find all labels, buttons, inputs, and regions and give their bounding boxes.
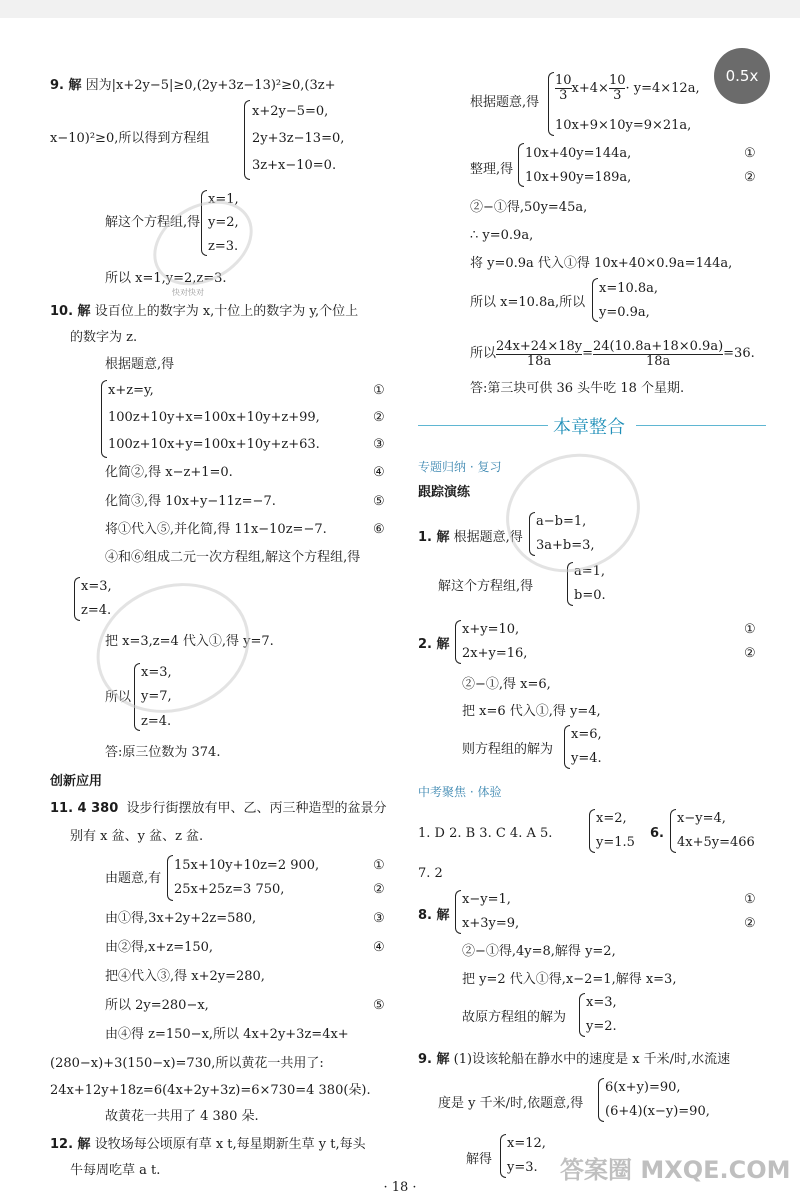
text-line: 所以 x=1,y=2,z=3. xyxy=(105,271,227,286)
brace xyxy=(589,809,595,853)
equation-marker: ② xyxy=(373,410,385,425)
equation: x−y=1, xyxy=(462,892,511,907)
equation: x−y=4, xyxy=(677,811,726,826)
brace xyxy=(548,72,554,136)
denominator: 18a xyxy=(593,354,723,369)
problem-number: 2. 解 xyxy=(418,637,450,652)
text-line: 设牧场每公顷原有草 x t,每星期新生草 y t,每头 xyxy=(94,1137,366,1152)
site-watermark: 答案圈 MXQE.COM xyxy=(560,1156,791,1184)
brace xyxy=(244,100,250,180)
equation: 10x+40y=144a, xyxy=(525,146,632,161)
text-line: (280−x)+3(150−x)=730,所以黄花一共用了: xyxy=(50,1056,324,1071)
text-line: 把④代入③,得 x+2y=280, xyxy=(105,969,265,984)
equation-part: =36. xyxy=(723,346,755,361)
section-subheading: 中考聚焦 · 体验 xyxy=(418,785,502,799)
equation: x+3y=9, xyxy=(462,916,520,931)
text-line: 解这个方程组,得 xyxy=(105,215,201,230)
equation-part: · y=4×12a, xyxy=(625,81,700,96)
equation: 2y+3z−13=0, xyxy=(252,131,345,146)
chapter-summary-title: 本章整合 xyxy=(553,417,625,438)
text-line: 所以 2y=280−x, xyxy=(105,998,209,1013)
problem-number: 12. 解 xyxy=(50,1137,91,1152)
text-line: 把 x=6 代入①,得 y=4, xyxy=(462,704,601,719)
equation: y=1.5 xyxy=(596,835,635,850)
problem-number: 11. 4 380 xyxy=(50,801,119,816)
equation-marker: ② xyxy=(744,916,756,931)
text-line: 根据题意,得 xyxy=(470,95,540,110)
problem-number: 1. 解 xyxy=(418,530,450,545)
equation-marker: ③ xyxy=(373,437,385,452)
brace xyxy=(101,380,107,458)
page-number: · 18 · xyxy=(383,1180,417,1195)
brace xyxy=(500,1134,506,1178)
equation: x=12, xyxy=(507,1136,546,1151)
equation-marker: ① xyxy=(373,383,385,398)
equation: 15x+10y+10z=2 900, xyxy=(174,858,320,873)
equation: y=2. xyxy=(586,1019,617,1034)
text-line: ②−①得,50y=45a, xyxy=(470,200,588,215)
text-line: 的数字为 z. xyxy=(70,330,138,345)
equation-part: 所以 xyxy=(470,346,497,361)
equation: x=10.8a, xyxy=(599,281,659,296)
answer-line: 7. 2 xyxy=(418,866,443,881)
equation-part: = xyxy=(582,346,594,361)
text-line: 度是 y 千米/时,依题意,得 xyxy=(438,1096,584,1111)
numerator: 10 xyxy=(555,73,572,88)
fraction-equation xyxy=(470,337,755,371)
text-line: 把 y=2 代入①得,x−2=1,解得 x=3, xyxy=(462,972,677,987)
text-line: ②−①,得 x=6, xyxy=(462,677,551,692)
equation: 3z+x−10=0. xyxy=(252,158,337,173)
equation-marker: ④ xyxy=(373,465,385,480)
equation: x+2y−5=0, xyxy=(252,104,329,119)
equation: x=3, xyxy=(141,665,172,680)
brace xyxy=(598,1078,604,1122)
equation-marker: ① xyxy=(744,146,756,161)
section-subheading: 专题归纳 · 复习 xyxy=(418,460,502,474)
equation-marker: ③ xyxy=(373,911,385,926)
text-line: 化简②,得 x−z+1=0. xyxy=(105,465,233,480)
brace xyxy=(592,278,598,322)
numerator: 10 xyxy=(608,73,626,88)
fraction-equation xyxy=(555,74,700,103)
text-line: 由②得,x+z=150, xyxy=(105,940,214,955)
text-line: 设步行街摆放有甲、乙、丙三种造型的盆景分 xyxy=(126,801,387,816)
equation: x=3, xyxy=(81,579,112,594)
equation: 100z+10x+y=100x+10y+z+63. xyxy=(108,437,320,452)
text-line: 牛每周吃草 a t. xyxy=(70,1163,161,1178)
text-line: 故黄花一共用了 4 380 朵. xyxy=(105,1109,259,1124)
text-line: x−10)²≥0,所以得到方程组 xyxy=(50,131,210,146)
equation: b=0. xyxy=(574,588,606,603)
fraction xyxy=(609,74,626,103)
brace xyxy=(564,725,570,769)
equation: x=1, xyxy=(208,192,239,207)
text-line: 由题意,有 xyxy=(105,871,162,886)
equation: z=3. xyxy=(208,239,239,254)
problem-number: 8. 解 xyxy=(418,908,450,923)
text-line: 设百位上的数字为 x,十位上的数字为 y,个位上 xyxy=(94,304,359,319)
equation-marker: ② xyxy=(744,646,756,661)
text-line: 由④得 z=150−x,所以 4x+2y+3z=4x+ xyxy=(105,1027,349,1042)
equation: a−b=1, xyxy=(536,514,587,529)
text-line: 把 x=3,z=4 代入①,得 y=7. xyxy=(105,634,274,649)
text-line: 根据题意,得 xyxy=(453,530,523,545)
text-line: 故原方程组的解为 xyxy=(462,1010,567,1025)
text-line: 解这个方程组,得 xyxy=(438,579,534,594)
text-line: 化简③,得 10x+y−11z=−7. xyxy=(105,494,276,509)
equation-marker: ④ xyxy=(373,940,385,955)
brace xyxy=(455,890,461,934)
equation: 4x+5y=466 xyxy=(677,835,755,850)
denominator: 3 xyxy=(609,88,626,103)
text-line: 整理,得 xyxy=(470,162,514,177)
text-line: 解得 xyxy=(466,1152,493,1167)
problem-number: 9. 解 xyxy=(50,78,82,93)
denominator: 3 xyxy=(555,88,572,103)
text-line: 24x+12y+18z=6(4x+2y+3z)=6×730=4 380(朵). xyxy=(50,1083,371,1098)
equation: z=4. xyxy=(81,603,112,618)
problem-number: 6. xyxy=(650,826,664,841)
equation: y=3. xyxy=(507,1160,538,1175)
problem-number: 9. 解 xyxy=(418,1052,450,1067)
brace xyxy=(670,809,676,853)
equation-marker: ⑤ xyxy=(373,998,385,1013)
text-line: 答:原三位数为 374. xyxy=(105,745,221,760)
equation-marker: ① xyxy=(373,858,385,873)
watermark-text: 快对快对 xyxy=(172,288,204,297)
divider xyxy=(636,425,766,426)
equation: y=0.9a, xyxy=(599,305,650,320)
brace xyxy=(74,577,80,621)
equation: y=7, xyxy=(141,689,172,704)
equation: a=1, xyxy=(574,564,606,579)
equation-marker: ① xyxy=(744,892,756,907)
text-line: 答:第三块可供 36 头牛吃 18 个星期. xyxy=(470,381,685,396)
equation-marker: ⑤ xyxy=(373,494,385,509)
equation: 100z+10y+x=100x+10y+z+99, xyxy=(108,410,320,425)
equation-marker: ⑥ xyxy=(373,522,385,537)
equation: 25x+25z=3 750, xyxy=(174,882,285,897)
equation: 10x+90y=189a, xyxy=(525,170,632,185)
problem-number: 10. 解 xyxy=(50,304,91,319)
zoom-button[interactable]: 0.5x xyxy=(714,48,770,104)
watermark-stamp xyxy=(489,435,656,591)
divider xyxy=(418,425,548,426)
equation: 3a+b=3, xyxy=(536,538,595,553)
equation: 2x+y=16, xyxy=(462,646,528,661)
text-line: 则方程组的解为 xyxy=(462,742,554,757)
equation: y=4. xyxy=(571,751,602,766)
text-line: (1)设该轮船在静水中的速度是 x 千米/时,水流速 xyxy=(453,1052,731,1067)
text-line: 将①代入⑤,并化简,得 11x−10z=−7. xyxy=(105,522,327,537)
top-bar xyxy=(0,0,800,18)
fraction xyxy=(555,74,572,103)
equation: y=2, xyxy=(208,215,239,230)
equation: x=2, xyxy=(596,811,627,826)
text-line: 由①得,3x+2y+2z=580, xyxy=(105,911,257,926)
fraction xyxy=(496,340,582,369)
answer-line: 1. D 2. B 3. C 4. A 5. xyxy=(418,826,553,841)
text-line: 根据题意,得 xyxy=(105,357,175,372)
brace xyxy=(455,620,461,664)
section-heading: 跟踪演练 xyxy=(418,485,471,500)
text-line: 别有 x 盆、y 盆、z 盆. xyxy=(70,829,204,844)
brace xyxy=(518,143,524,187)
text-line: ②−①得,4y=8,解得 y=2, xyxy=(462,944,616,959)
text-line: 所以 xyxy=(105,690,132,705)
text-line: ∴ y=0.9a, xyxy=(470,228,534,243)
denominator: 18a xyxy=(496,354,582,369)
equation: z=4. xyxy=(141,714,172,729)
brace xyxy=(579,993,585,1037)
equation-marker: ① xyxy=(744,622,756,637)
brace xyxy=(167,855,173,901)
text-line: ④和⑥组成二元一次方程组,解这个方程组,得 xyxy=(105,550,361,565)
equation-marker: ② xyxy=(373,882,385,897)
text-line: 因为|x+2y−5|≥0,(2y+3z−13)²≥0,(3z+ xyxy=(85,78,336,93)
text-line: 所以 x=10.8a,所以 xyxy=(470,295,586,310)
equation: (6+4)(x−y)=90, xyxy=(605,1104,710,1119)
section-heading: 创新应用 xyxy=(50,774,103,789)
numerator: 24x+24×18y xyxy=(496,338,583,354)
equation: x+y=10, xyxy=(462,622,520,637)
equation: 10x+9×10y=9×21a, xyxy=(555,118,692,133)
equation: x=6, xyxy=(571,727,602,742)
equation: x=3, xyxy=(586,995,617,1010)
equation: x+z=y, xyxy=(108,383,154,398)
text-line: 将 y=0.9a 代入①得 10x+40×0.9a=144a, xyxy=(470,256,733,271)
fraction xyxy=(593,340,723,369)
equation-part: x+4× xyxy=(571,81,609,96)
numerator: 24(10.8a+18×0.9a) xyxy=(593,338,724,354)
equation: 6(x+y)=90, xyxy=(605,1080,681,1095)
equation-marker: ② xyxy=(744,170,756,185)
